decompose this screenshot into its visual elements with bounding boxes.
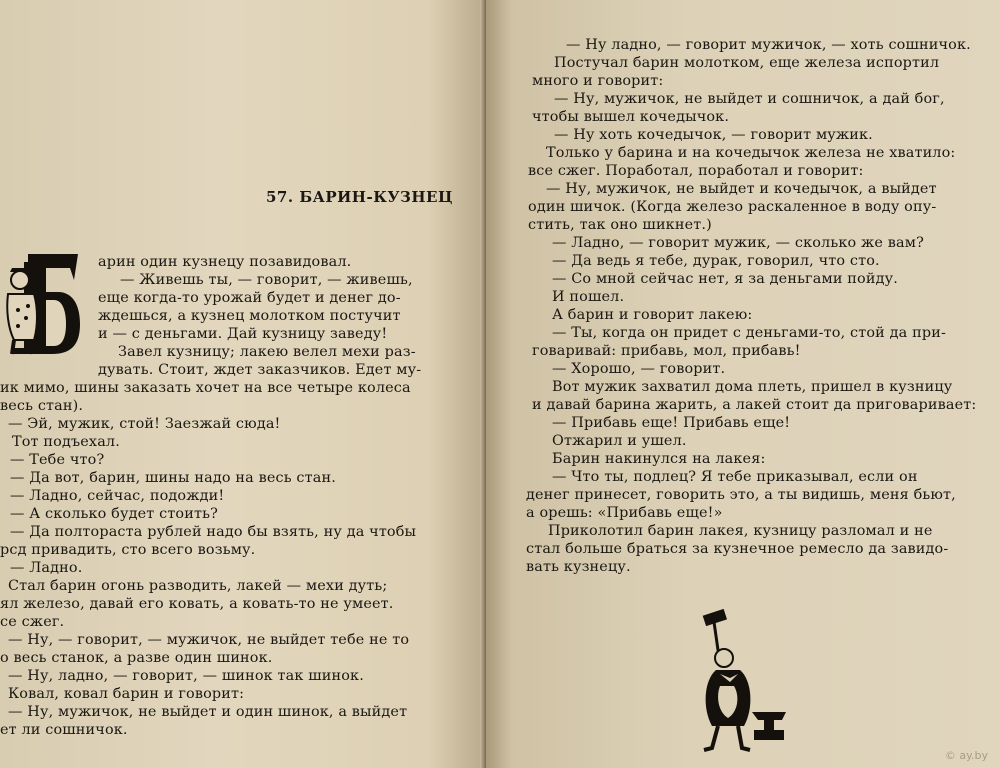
text-line: дувать. Стоит, ждет заказчиков. Едет му- bbox=[98, 362, 422, 378]
text-line: — Ладно. bbox=[10, 560, 83, 576]
text-line: — Да вот, барин, шины надо на весь стан. bbox=[10, 470, 336, 486]
text-line: — Прибавь еще! Прибавь еще! bbox=[552, 415, 791, 431]
drop-cap-letter-illustration bbox=[0, 250, 82, 360]
text-line: — Ладно, — говорит мужик, — сколько же вам? bbox=[552, 235, 924, 251]
text-line: и — с деньгами. Дай кузницу заведу! bbox=[98, 326, 388, 342]
text-line: все сжег. Поработал, поработал и говорит: bbox=[528, 163, 864, 179]
text-line: ждешься, а кузнец молотком постучит bbox=[98, 308, 401, 324]
text-line: и давай барина жарить, а лакей стоит да приговаривает: bbox=[532, 397, 977, 413]
text-line: Завел кузницу; лакею велел мехи раз- bbox=[118, 344, 416, 360]
text-line: — Ладно, сейчас, подожди! bbox=[10, 488, 225, 504]
watermark: © ay.by bbox=[944, 749, 988, 762]
text-line: Стал барин огонь разводить, лакей — мехи дуть; bbox=[8, 578, 388, 594]
text-line: вать кузнецу. bbox=[526, 559, 631, 575]
text-line: — Да ведь я тебе, дурак, говорил, что сто. bbox=[552, 253, 880, 269]
text-line: — Ну, ладно, — говорит, — шинок так шинок. bbox=[8, 668, 364, 684]
text-line: арин один кузнецу позавидовал. bbox=[98, 254, 352, 270]
text-line: И пошел. bbox=[552, 289, 625, 305]
text-line: Отжарил и ушел. bbox=[552, 433, 687, 449]
text-line: — Хорошо, — говорит. bbox=[552, 361, 726, 377]
story-title: 57. БАРИН-КУЗНЕЦ bbox=[266, 188, 453, 206]
text-line: — Эй, мужик, стой! Заезжай сюда! bbox=[8, 416, 281, 432]
text-line: стить, так оно шикнет.) bbox=[528, 217, 712, 233]
text-line: — Ну хоть кочедычок, — говорит мужик. bbox=[554, 127, 873, 143]
text-line: А барин и говорит лакею: bbox=[552, 307, 753, 323]
text-line: — Тебе что? bbox=[10, 452, 105, 468]
text-line: Барин накинулся на лакея: bbox=[552, 451, 766, 467]
text-line: ял железо, давай его ковать, а ковать-то не умеет. bbox=[0, 596, 394, 612]
text-line: — Ты, когда он придет с деньгами-то, стой да при- bbox=[552, 325, 946, 341]
text-line: — Да полтораста рублей надо бы взять, ну да чтобы bbox=[10, 524, 417, 540]
text-line: один шичок. (Когда железо раскаленное в воду опу- bbox=[528, 199, 937, 215]
text-line: Приколотил барин лакея, кузницу разломал и не bbox=[548, 523, 933, 539]
text-line: говаривай: прибавь, мол, прибавь! bbox=[532, 343, 801, 359]
text-line: стал больше браться за кузнечное ремесло да завидо- bbox=[526, 541, 949, 557]
text-line: — А сколько будет стоить? bbox=[10, 506, 218, 522]
text-line: — Со мной сейчас нет, я за деньгами пойду. bbox=[552, 271, 898, 287]
text-line: се сжег. bbox=[0, 614, 65, 630]
text-line: чтобы вышел кочедычок. bbox=[532, 109, 730, 125]
text-line: Тот подъехал. bbox=[12, 434, 120, 450]
blacksmith-illustration bbox=[690, 608, 795, 756]
text-line: — Ну, мужичок, не выйдет и сошничок, а дай бог, bbox=[554, 91, 945, 107]
text-line: Ковал, ковал барин и говорит: bbox=[8, 686, 245, 702]
text-line: много и говорит: bbox=[532, 73, 664, 89]
text-line: а орешь: «Прибавь еще!» bbox=[526, 505, 723, 521]
text-line: — Ну ладно, — говорит мужичок, — хоть сошничок. bbox=[566, 37, 971, 53]
left-page bbox=[0, 0, 486, 768]
text-line: весь стан). bbox=[0, 398, 84, 414]
text-line: — Ну, мужичок, не выйдет и один шинок, а выйдет bbox=[8, 704, 408, 720]
text-line: ет ли сошничок. bbox=[0, 722, 128, 738]
text-line: — Ну, мужичок, не выйдет и кочедычок, а выйдет bbox=[546, 181, 937, 197]
text-line: денег принесет, говорить это, а ты видишь, меня бьют, bbox=[526, 487, 956, 503]
text-line: Только у барина и на кочедычок железа не хватило: bbox=[546, 145, 956, 161]
text-line: ик мимо, шины заказать хочет на все четыре колеса bbox=[0, 380, 411, 396]
text-line: Вот мужик захватил дома плеть, пришел в кузницу bbox=[552, 379, 953, 395]
text-line: еще когда-то урожай будет и денег до- bbox=[98, 290, 401, 306]
text-line: о весь станок, а разве один шинок. bbox=[0, 650, 273, 666]
text-line: — Живешь ты, — говорит, — живешь, bbox=[120, 272, 413, 288]
text-line: — Что ты, подлец? Я тебе приказывал, если он bbox=[552, 469, 918, 485]
text-line: — Ну, — говорит, — мужичок, не выйдет тебе не то bbox=[8, 632, 410, 648]
text-line: Постучал барин молотком, еще железа испортил bbox=[554, 55, 940, 71]
text-line: рсд привадить, сто всего возьму. bbox=[0, 542, 256, 558]
